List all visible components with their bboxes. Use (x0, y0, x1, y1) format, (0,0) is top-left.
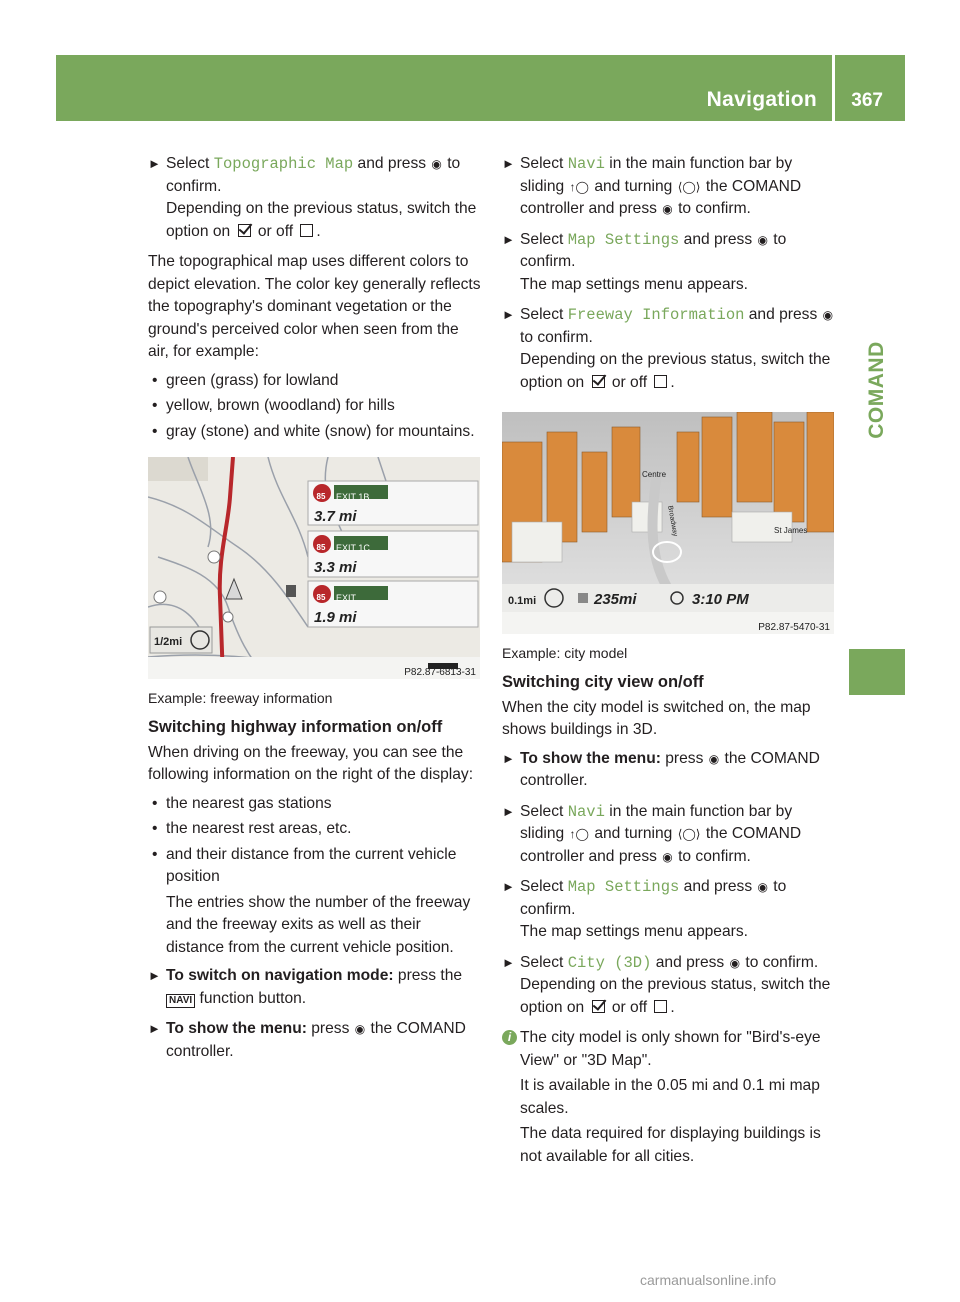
slide-controller-icon: ↑◯ (569, 827, 589, 841)
press-controller-icon: ◉ (822, 308, 834, 322)
step-arrow-icon: ► (502, 156, 515, 171)
step-select-navi: ► Select Navi in the main function bar by sliding ↑◯ and turning ⟨◯⟩ the COMAND controller and press ◉ to confirm. (502, 801, 835, 869)
chapter-tab (849, 140, 905, 640)
info-icon: i (502, 1030, 517, 1045)
step-select-topographic: ► Select Topographic Map and press ◉ to confirm. Depending on the previous status, switch the option on or off . (148, 155, 477, 240)
press-controller-icon: ◉ (708, 751, 720, 766)
info-text-1: The city model is only shown for "Bird's-eye View" or "3D Map". (520, 1029, 821, 1069)
turn-controller-icon: ⟨◯⟩ (677, 179, 701, 194)
press-controller-icon: ◉ (729, 955, 741, 970)
map-scale: 1/2mi (154, 636, 183, 648)
step-map-settings: ► Select Map Settings and press ◉ to confirm. The map settings menu appears. (502, 878, 787, 940)
step-city-3d: ► Select City (3D) and press ◉ to confirm. Depending on the previous status, switch the option on or off . (502, 953, 831, 1016)
freeway-number-3: 85 (316, 593, 326, 602)
press-controller-icon: ◉ (662, 202, 673, 216)
freeway-number-1: 85 (316, 492, 326, 501)
press-controller-icon: ◉ (431, 157, 442, 171)
menu-item-freeway-information: Freeway Information (567, 306, 745, 324)
page-number: 367 (851, 90, 883, 111)
exit-distance-3: 1.9 mi (314, 609, 357, 626)
step-arrow-icon: ► (502, 879, 515, 894)
exit-distance-1: 3.7 mi (314, 508, 357, 525)
info-text-2: It is available in the 0.05 mi and 0.1 mi map scales. (520, 1077, 820, 1117)
step-map-settings: ► Select Map Settings and press ◉ to confirm. The map settings menu appears. (502, 230, 787, 293)
chapter-marker (849, 649, 905, 695)
step-freeway-information: ► Select Freeway Information and press ◉ to confirm. Depending on the previous status, switch the option on or off . (502, 306, 834, 391)
info-text-3: The data required for displaying buildings is not available for all cities. (520, 1125, 821, 1165)
press-controller-icon: ◉ (354, 1022, 366, 1036)
list-item: • yellow, brown (woodland) for hills (152, 397, 395, 414)
paragraph-city-model: When the city model is switched on, the map shows buildings in 3D. (502, 698, 811, 738)
step-select-navi: ► Select Navi in the main function bar by sliding ↑◯ and turning ⟨◯⟩ the COMAND controller and press ◉ to confirm. (502, 153, 835, 221)
checkbox-empty-icon (300, 224, 313, 237)
distance-remaining: 235mi (594, 591, 637, 608)
step-navigation-mode: ► To switch on navigation mode: press the NAVI function button. (148, 967, 463, 1007)
menu-item-topographic-map: Topographic Map (213, 155, 354, 173)
map-label-centre: Centre (642, 470, 667, 479)
menu-item-map-settings: Map Settings (567, 878, 680, 896)
exit-distance-2: 3.3 mi (314, 559, 357, 576)
list-item: • the nearest gas stations (152, 794, 332, 812)
press-controller-icon: ◉ (662, 849, 673, 864)
menu-item-navi: Navi (567, 155, 605, 173)
freeway-info-figure (148, 457, 480, 679)
step-show-menu: ► To show the menu: press ◉ the COMAND controller. (502, 749, 820, 789)
step-show-menu: ► To show the menu: press ◉ the COMAND controller. (148, 1020, 466, 1060)
figure-caption: Example: city model (502, 645, 628, 661)
exit-label-2: EXIT 1C (336, 543, 370, 553)
step-arrow-icon: ► (148, 156, 161, 171)
menu-item-map-settings: Map Settings (567, 230, 680, 249)
list-item: • the nearest rest areas, etc. (152, 820, 352, 837)
section-heading: Switching city view on/off (502, 672, 704, 691)
checkbox-empty-icon (654, 375, 667, 388)
menu-item-city-3d: City (3D) (567, 953, 652, 972)
right-column (502, 153, 835, 1168)
step-arrow-icon: ► (148, 1021, 161, 1036)
exit-label-3: EXIT (336, 593, 357, 603)
map-label-broadway: Broadway (666, 505, 679, 538)
figure-code: P82.87-5470-31 (758, 622, 830, 633)
checkbox-empty-icon (654, 1000, 667, 1013)
step-arrow-icon: ► (502, 307, 515, 322)
press-controller-icon: ◉ (757, 880, 768, 894)
list-item: • green (grass) for lowland (152, 371, 339, 389)
chapter-tab-label: COMAND (865, 341, 888, 439)
step-arrow-icon: ► (502, 231, 515, 247)
list-item: • and their distance from the current vehicle position (152, 845, 457, 885)
city-model-figure (502, 412, 834, 634)
paragraph-entries: The entries show the number of the freeway and the freeway exits as well as their distance from the current vehicle position. (166, 893, 471, 956)
map-scale: 0.1mi (508, 595, 537, 607)
map-label-stjames: St James (774, 526, 808, 535)
section-title: Navigation (706, 88, 817, 111)
press-controller-icon: ◉ (757, 232, 768, 247)
info-note (502, 1027, 835, 1168)
figure-caption: Example: freeway information (148, 690, 333, 706)
checkbox-checked-icon (592, 1000, 605, 1013)
slide-controller-icon: ↑◯ (569, 179, 589, 194)
paragraph-topographic: The topographical map uses different colors to depict elevation. The color key generally reflects the topography's dominant vegetation or the ground's perceived color when seen from the air, for example: (148, 253, 481, 360)
watermark: carmanualsonline.info (640, 1272, 777, 1288)
checkbox-checked-icon (238, 224, 251, 237)
checkbox-checked-icon (592, 375, 605, 388)
navi-key-icon: NAVI (166, 994, 195, 1008)
paragraph-freeway: When driving on the freeway, you can see the following information on the right of the display: (148, 743, 474, 783)
step-arrow-icon: ► (502, 750, 515, 766)
header-separator (832, 55, 835, 121)
step-arrow-icon: ► (502, 954, 515, 970)
page-header (56, 55, 905, 121)
left-column (148, 153, 481, 1071)
menu-item-navi: Navi (567, 802, 605, 821)
figure-code: P82.87-6813-31 (404, 667, 476, 678)
freeway-number-2: 85 (316, 543, 326, 552)
exit-label-1: EXIT 1B (336, 492, 370, 502)
list-item: • gray (stone) and white (snow) for mountains. (152, 422, 475, 440)
section-heading: Switching highway information on/off (148, 717, 443, 736)
step-arrow-icon: ► (502, 803, 515, 819)
turn-controller-icon: ⟨◯⟩ (677, 827, 701, 841)
arrival-time: 3:10 PM (692, 591, 749, 608)
step-arrow-icon: ► (148, 968, 161, 983)
